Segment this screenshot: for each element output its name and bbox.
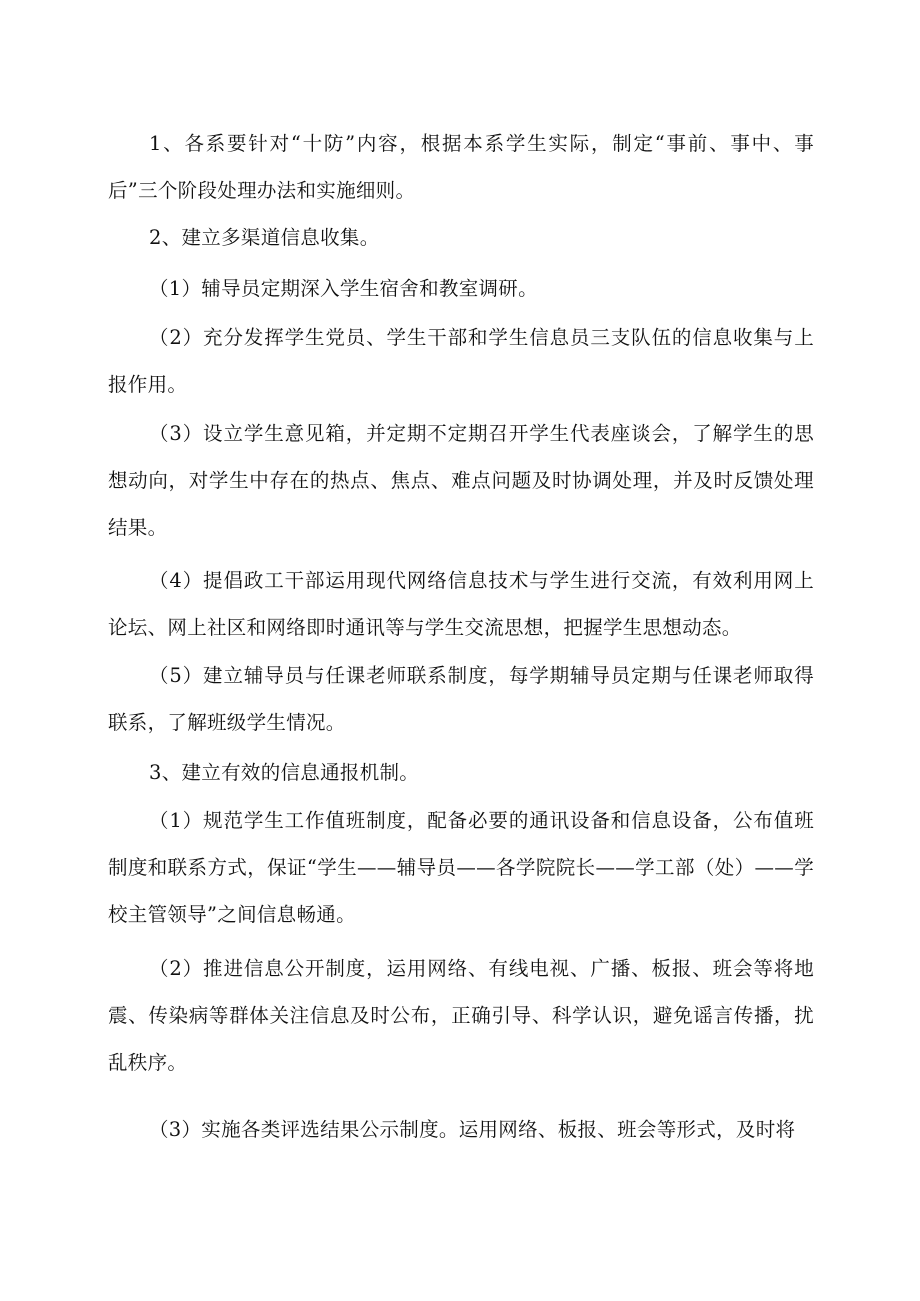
- paragraph-item-2-3: （3）设立学生意见箱，并定期不定期召开学生代表座谈会，了解学生的思想动向，对学生中存在的热点、焦点、难点问题及时协调处理，并及时反馈处理结果。: [108, 422, 814, 539]
- paragraph-item-2-2: （2）充分发挥学生党员、学生干部和学生信息员三支队伍的信息收集与上报作用。: [108, 326, 814, 396]
- paragraph-item-2-4: （4）提倡政工干部运用现代网络信息技术与学生进行交流，有效利用网上论坛、网上社区和网络即时通讯等与学生交流思想，把握学生思想动态。: [108, 569, 814, 639]
- paragraph-item-1-ten-prevention: 1、各系要针对“十防”内容，根据本系学生实际，制定“事前、事中、事后”三个阶段处理办法和实施细则。: [108, 132, 814, 202]
- paragraph-item-3-2: （2）推进信息公开制度，运用网络、有线电视、广播、板报、班会等将地震、传染病等群体关注信息及时公布，正确引导、科学认识，避免谣言传播，扰乱秩序。: [108, 957, 814, 1074]
- paragraph-item-3-3: （3）实施各类评选结果公示制度。运用网络、板报、班会等形式，及时将: [149, 1118, 796, 1141]
- paragraph-item-2-info-collection: 2、建立多渠道信息收集。: [149, 226, 380, 249]
- paragraph-item-3-info-notification: 3、建立有效的信息通报机制。: [149, 761, 420, 784]
- paragraph-item-2-5: （5）建立辅导员与任课老师联系制度，每学期辅导员定期与任课老师取得联系，了解班级学生情况。: [108, 664, 814, 734]
- paragraph-item-2-1: （1）辅导员定期深入学生宿舍和教室调研。: [149, 277, 538, 300]
- paragraph-item-3-1: （1）规范学生工作值班制度，配备必要的通讯设备和信息设备，公布值班制度和联系方式，保证“学生——辅导员——各学院院长——学工部（处）——学校主管领导”之间信息畅通。: [108, 809, 814, 926]
